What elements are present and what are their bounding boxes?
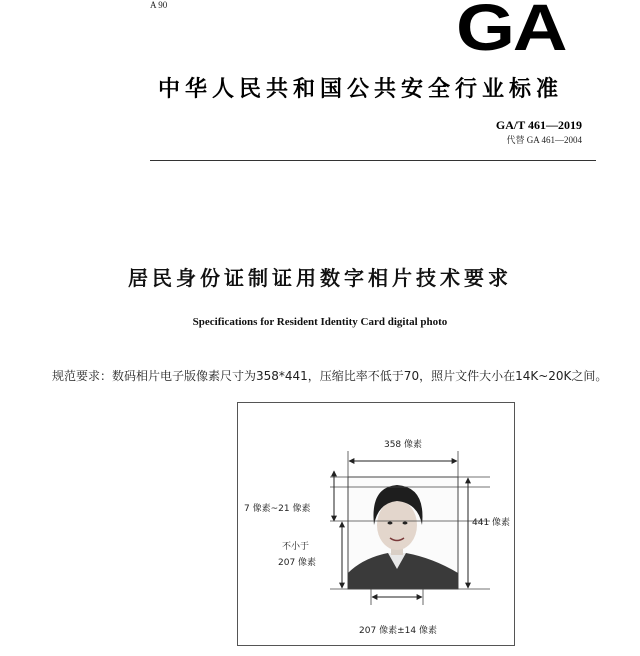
standard-logo: GA [456, 0, 566, 64]
header-divider [150, 160, 596, 161]
replaces-standard: 代替 GA 461—2004 [506, 135, 582, 145]
top-margin-label: 7 像素~21 像素 [244, 504, 311, 514]
width-label: 358 像素 [383, 440, 423, 450]
document-title-cn: 居民身份证制证用数字相片技术要求 [128, 266, 512, 290]
standard-type-title: 中华人民共和国公共安全行业标准 [158, 77, 564, 102]
document-title-en: Specifications for Resident Identity Card digital photo [192, 316, 448, 328]
min-label-line1: 不小于 [282, 542, 310, 552]
spec-note: 规范要求：数码相片电子版像素尺寸为358*441，压缩比率不低于70，照片文件大小在14K~20K之间。 [52, 369, 608, 383]
photo-spec-figure [237, 402, 515, 646]
photo-spec-diagram [238, 403, 514, 645]
height-label: 441 像素 [472, 518, 511, 528]
face-width-label: 207 像素±14 像素 [359, 626, 437, 636]
ics-code: A 90 [150, 0, 168, 10]
standard-number: GA/T 461—2019 [495, 118, 582, 132]
min-label-line2: 207 像素 [278, 558, 317, 568]
